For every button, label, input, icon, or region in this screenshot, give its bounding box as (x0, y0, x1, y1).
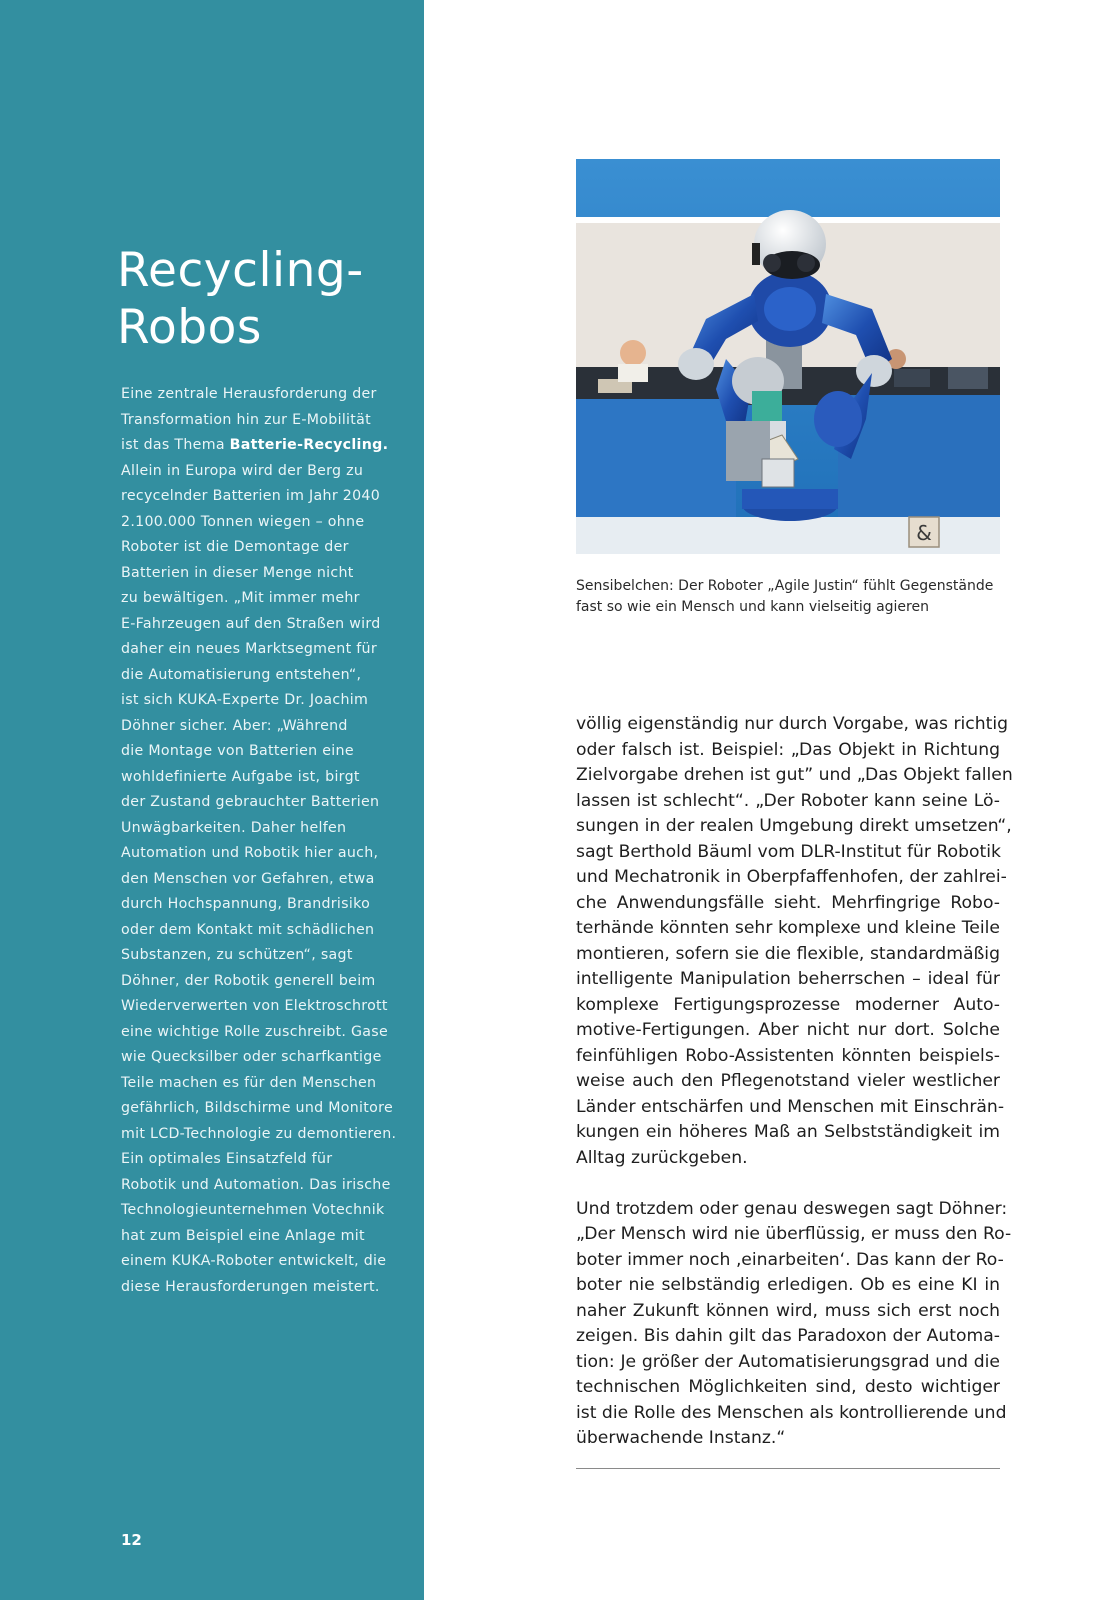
article-line: boter nie selbständig erledigen. Ob es eine KI in (576, 1275, 1000, 1295)
article-paragraph-2 (576, 1197, 1012, 1452)
sidebar-line: recycelnder Batterien im Jahr 2040 (121, 488, 381, 504)
article-line: komplexe Fertigungsprozesse moderner Auto- (576, 994, 1000, 1015)
article-line: zeigen. Bis dahin gilt das Paradoxon der Automa- (576, 1326, 1000, 1346)
sidebar-line: der Zustand gebrauchter Batterien (121, 794, 380, 810)
sidebar-line: Batterien in dieser Menge nicht (121, 564, 354, 581)
article-line: che Anwendungsfälle sieht. Mehrfingrige Robo- (576, 892, 1000, 913)
article-line: feinfühligen Robo-Assistenten könnten beispiels- (576, 1045, 1000, 1066)
article-line: Zielvorgabe drehen ist gut” und „Das Objekt fallen (576, 765, 1013, 785)
person-head (620, 340, 646, 366)
article-line: Alltag zurückgeben. (576, 1147, 748, 1168)
page-number: 12 (121, 1531, 142, 1549)
sidebar-line: zu bewältigen. „Mit immer mehr (121, 590, 360, 606)
robot-photo (576, 159, 1000, 554)
article-line: tion: Je größer der Automatisierungsgrad und die (576, 1351, 1000, 1372)
article-line: weise auch den Pflegenotstand vieler westlicher (576, 1071, 1000, 1091)
sidebar-line: Technologieunternehmen Votechnik (121, 1202, 385, 1218)
article-line: naher Zukunft können wird, muss sich erst noch (576, 1300, 1000, 1321)
sidebar-line: Unwägbarkeiten. Daher helfen (121, 819, 347, 836)
caption-line: Sensibelchen: Der Roboter „Agile Justin“ fühlt Gegenstände (576, 578, 994, 594)
article-line: terhände könnten sehr komplexe und kleine Teile (576, 918, 1000, 938)
article-line: sungen in der realen Umgebung direkt umsetzen“, (576, 816, 1012, 836)
article-line: überwachende Instanz.“ (576, 1428, 786, 1448)
article-line: ist die Rolle des Menschen als kontrollierende und (576, 1402, 1007, 1423)
sidebar-line: Eine zentrale Herausforderung der (121, 386, 377, 402)
sidebar-line: wohldefinierte Aufgabe ist, birgt (121, 768, 360, 785)
article-line: sagt Berthold Bäuml vom DLR-Institut für Robotik (576, 841, 1001, 862)
sidebar-line: mit LCD-Technologie zu demontieren. (121, 1125, 397, 1142)
sidebar-line: Robotik und Automation. Das irische (121, 1176, 391, 1193)
article-line: motive-Fertigungen. Aber nicht nur dort. Solche (576, 1020, 1000, 1040)
sidebar-line: Transformation hin zur E-Mobilität (121, 411, 372, 428)
sidebar-line: diese Herausforderungen meistert. (121, 1278, 380, 1295)
sidebar-line: daher ein neues Marktsegment für (121, 641, 377, 657)
page-title (117, 242, 364, 356)
title-line-1: Recycling- (117, 243, 364, 298)
article-line: völlig eigenständig nur durch Vorgabe, was richtig (576, 714, 1009, 734)
sidebar-line: Automation und Robotik hier auch, (121, 845, 379, 861)
article-line: „Der Mensch wird nie überflüssig, er muss den Ro- (576, 1224, 1012, 1244)
title-line-2: Robos (117, 300, 262, 355)
sidebar-line: durch Hochspannung, Brandrisiko (121, 896, 371, 912)
article-line: intelligente Manipulation beherrschen – ideal für (576, 969, 1000, 989)
sidebar-line: Allein in Europa wird der Berg zu (121, 462, 364, 479)
article-line: oder falsch ist. Beispiel: „Das Objekt in Richtung (576, 739, 1000, 760)
sidebar-line: oder dem Kontakt mit schädlichen (121, 921, 375, 938)
bold-term: Batterie-Recycling. (229, 437, 389, 453)
caption-line: fast so wie ein Mensch und kann vielseitig agieren (576, 598, 929, 615)
article-line: boter immer noch ‚einarbeiten‘. Das kann der Ro- (576, 1249, 1004, 1270)
sidebar-line-text: ist das Thema (121, 437, 230, 453)
sidebar-line: Roboter ist die Demontage der (121, 539, 349, 555)
sidebar-line: Döhner, der Robotik generell beim (121, 972, 376, 989)
article-line: und Mechatronik in Oberpfaffenhofen, der zahlrei- (576, 867, 1007, 887)
sidebar-line: den Menschen vor Gefahren, etwa (121, 870, 375, 887)
article-line: kungen ein höheres Maß an Selbstständigkeit im (576, 1122, 1000, 1142)
sidebar-panel (0, 0, 424, 1600)
sidebar-line: wie Quecksilber oder scharfkantige (121, 1049, 382, 1065)
sidebar-line: die Montage von Batterien eine (121, 743, 354, 759)
sidebar-line: hat zum Beispiel eine Anlage mit (121, 1227, 365, 1244)
article-body (576, 712, 1013, 1452)
article-line: Länder entschärfen und Menschen mit Einschrän- (576, 1096, 1005, 1117)
sidebar-paragraph (121, 382, 411, 1300)
sidebar-line: eine wichtige Rolle zuschreibt. Gase (121, 1023, 389, 1040)
article-paragraph-1 (576, 712, 1013, 1171)
letter-block-glyph: & (916, 521, 932, 545)
sidebar-line: Substanzen, zu schützen“, sagt (121, 947, 353, 963)
sidebar-line: E-Fahrzeugen auf den Straßen wird (121, 615, 381, 632)
photo-caption (576, 576, 1016, 617)
end-rule (576, 1468, 1000, 1469)
sidebar-line: 2.100.000 Tonnen wiegen – ohne (121, 513, 365, 530)
sidebar-line: Wiederverwerten von Elektroschrott (121, 998, 388, 1014)
sidebar-line: ist sich KUKA-Experte Dr. Joachim (121, 692, 369, 708)
sidebar-line: einem KUKA-Roboter entwickelt, die (121, 1253, 387, 1269)
article-line: technischen Möglichkeiten sind, desto wichtiger (576, 1377, 1000, 1397)
sidebar-line: die Automatisierung entstehen“, (121, 666, 362, 683)
article-line: lassen ist schlecht“. „Der Roboter kann seine Lö- (576, 790, 1000, 811)
sidebar-line: gefährlich, Bildschirme und Monitore (121, 1100, 393, 1116)
sidebar-line: Teile machen es für den Menschen (121, 1074, 377, 1091)
sidebar-line: Ein optimales Einsatzfeld für (121, 1151, 333, 1167)
article-line: montieren, sofern sie die flexible, standardmäßig (576, 943, 1000, 964)
article-line: Und trotzdem oder genau deswegen sagt Döhner: (576, 1198, 1008, 1219)
sidebar-line (121, 433, 411, 459)
sidebar-line: Döhner sicher. Aber: „Während (121, 717, 348, 734)
